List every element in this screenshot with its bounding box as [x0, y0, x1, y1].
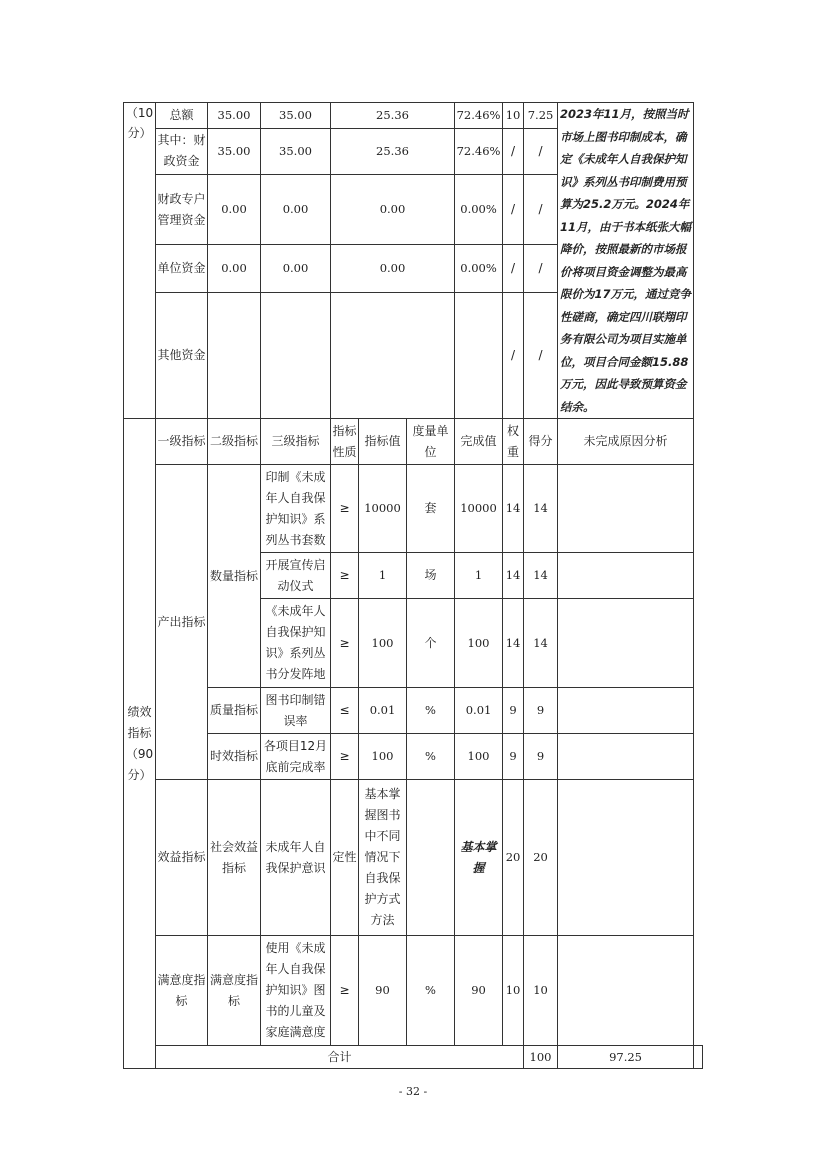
indicator-target: 1: [359, 553, 407, 599]
indicator-weight: 9: [503, 688, 524, 734]
indicator-row: [124, 936, 703, 1046]
weight: /: [503, 293, 524, 419]
indicator-name: 开展宣传启动仪式: [261, 553, 331, 599]
indicator-name: 图书印制错误率: [261, 688, 331, 734]
total-score: 97.25: [558, 1046, 694, 1069]
indicator-unit: %: [407, 936, 455, 1046]
budget-section-label: （10分）: [124, 103, 156, 419]
full-year-budget: 0.00: [261, 174, 331, 245]
quantity-indicator-label: 数量指标: [208, 465, 261, 688]
indicator-name: 使用《未成年人自我保护知识》图书的儿童及家庭满意度: [261, 936, 331, 1046]
indicator-reason: [558, 553, 694, 599]
budget-label: 其他资金: [156, 293, 208, 419]
header-weight: 权重: [503, 419, 524, 465]
indicator-row: [124, 780, 703, 936]
indicator-reason: [558, 599, 694, 688]
indicator-actual: 0.01: [455, 688, 503, 734]
full-year-budget: 35.00: [261, 128, 331, 174]
indicator-unit: %: [407, 688, 455, 734]
header-actual: 完成值: [455, 419, 503, 465]
social-benefit-label: 社会效益指标: [208, 780, 261, 936]
score: /: [524, 128, 558, 174]
score: /: [524, 293, 558, 419]
header-level3: 三级指标: [261, 419, 331, 465]
total-row: [124, 1046, 703, 1069]
indicator-row: [124, 734, 703, 780]
executed-amount: 25.36: [331, 103, 455, 129]
output-indicator-label: 产出指标: [156, 465, 208, 780]
indicator-nature: ≥: [331, 553, 359, 599]
weight: /: [503, 174, 524, 245]
performance-header-row: [124, 419, 703, 465]
benefit-indicator-label: 效益指标: [156, 780, 208, 936]
indicator-name: 印制《未成年人自我保护知识》系列丛书套数: [261, 465, 331, 553]
indicator-name: 未成年人自我保护意识: [261, 780, 331, 936]
indicator-score: 14: [524, 553, 558, 599]
performance-table: [123, 102, 703, 1069]
score: /: [524, 174, 558, 245]
indicator-weight: 14: [503, 599, 524, 688]
weight: 10: [503, 103, 524, 129]
indicator-row: [124, 688, 703, 734]
indicator-nature: ≥: [331, 936, 359, 1046]
header-target: 指标值: [359, 419, 407, 465]
indicator-name: 《未成年人自我保护知识》系列丛书分发阵地: [261, 599, 331, 688]
indicator-score: 20: [524, 780, 558, 936]
budget-label: 财政专户管理资金: [156, 174, 208, 245]
indicator-reason: [558, 688, 694, 734]
budget-label: 单位资金: [156, 245, 208, 293]
total-label: 合计: [156, 1046, 524, 1069]
score: /: [524, 245, 558, 293]
quality-indicator-label: 质量指标: [208, 688, 261, 734]
weight: /: [503, 245, 524, 293]
indicator-target: 100: [359, 599, 407, 688]
total-weight: 100: [524, 1046, 558, 1069]
executed-amount: 0.00: [331, 245, 455, 293]
annual-budget: [208, 293, 261, 419]
header-unit: 度量单位: [407, 419, 455, 465]
indicator-unit: 场: [407, 553, 455, 599]
indicator-actual: 100: [455, 734, 503, 780]
score: 7.25: [524, 103, 558, 129]
indicator-target: 100: [359, 734, 407, 780]
indicator-score: 14: [524, 465, 558, 553]
indicator-reason: [558, 936, 694, 1046]
indicator-target: 0.01: [359, 688, 407, 734]
indicator-nature: ≥: [331, 465, 359, 553]
indicator-actual: 1: [455, 553, 503, 599]
indicator-weight: 10: [503, 936, 524, 1046]
annual-budget: 35.00: [208, 103, 261, 129]
indicator-weight: 20: [503, 780, 524, 936]
indicator-target: 基本掌握图书中不同情况下自我保护方式方法: [359, 780, 407, 936]
header-reason: 未完成原因分析: [558, 419, 694, 465]
full-year-budget: 35.00: [261, 103, 331, 129]
indicator-actual: 100: [455, 599, 503, 688]
header-nature: 指标性质: [331, 419, 359, 465]
full-year-budget: [261, 293, 331, 419]
indicator-reason: [558, 780, 694, 936]
indicator-score: 14: [524, 599, 558, 688]
indicator-score: 10: [524, 936, 558, 1046]
indicator-weight: 14: [503, 553, 524, 599]
indicator-unit: 个: [407, 599, 455, 688]
indicator-actual: 90: [455, 936, 503, 1046]
indicator-score: 9: [524, 734, 558, 780]
indicator-row: [124, 465, 703, 553]
indicator-actual: 10000: [455, 465, 503, 553]
indicator-unit: %: [407, 734, 455, 780]
annual-budget: 0.00: [208, 174, 261, 245]
indicator-weight: 14: [503, 465, 524, 553]
indicator-target: 90: [359, 936, 407, 1046]
indicator-score: 9: [524, 688, 558, 734]
indicator-nature: ≥: [331, 734, 359, 780]
indicator-reason: [558, 465, 694, 553]
budget-row-total: [124, 103, 703, 129]
total-reason: [694, 1046, 703, 1069]
execution-rate: 0.00%: [455, 174, 503, 245]
indicator-reason: [558, 734, 694, 780]
header-score: 得分: [524, 419, 558, 465]
indicator-nature: ≥: [331, 599, 359, 688]
budget-label: 其中：财政资金: [156, 128, 208, 174]
budget-label: 总额: [156, 103, 208, 129]
executed-amount: 25.36: [331, 128, 455, 174]
header-level1: 一级指标: [156, 419, 208, 465]
indicator-target: 10000: [359, 465, 407, 553]
execution-rate: 0.00%: [455, 245, 503, 293]
weight: /: [503, 128, 524, 174]
header-level2: 二级指标: [208, 419, 261, 465]
satisfaction-sub-label: 满意度指标: [208, 936, 261, 1046]
indicator-nature: 定性: [331, 780, 359, 936]
budget-note: 2023年11月，按照当时市场上图书印制成本，确定《未成年人自我保护知识》系列丛书印制费用预算为25.2万元。2024年11月，由于书本纸张大幅降价，按照最新的市场报价将项目资金调整为最高限价为17万元，通过竞争性磋商，确定四川联翔印务有限公司为项目实施单位，项目合同金额15.88万元，因此导致预算资金结余。: [558, 103, 694, 419]
satisfaction-indicator-label: 满意度指标: [156, 936, 208, 1046]
indicator-name: 各项目12月底前完成率: [261, 734, 331, 780]
annual-budget: 0.00: [208, 245, 261, 293]
performance-section-label: 绩效指标（90分）: [124, 419, 156, 1069]
indicator-weight: 9: [503, 734, 524, 780]
page-number: - 32 -: [398, 1085, 428, 1098]
executed-amount: [331, 293, 455, 419]
execution-rate: 72.46%: [455, 103, 503, 129]
full-year-budget: 0.00: [261, 245, 331, 293]
indicator-actual: 基本掌握: [455, 780, 503, 936]
indicator-nature: ≤: [331, 688, 359, 734]
timeliness-indicator-label: 时效指标: [208, 734, 261, 780]
execution-rate: [455, 293, 503, 419]
annual-budget: 35.00: [208, 128, 261, 174]
indicator-unit: 套: [407, 465, 455, 553]
indicator-unit: [407, 780, 455, 936]
executed-amount: 0.00: [331, 174, 455, 245]
execution-rate: 72.46%: [455, 128, 503, 174]
